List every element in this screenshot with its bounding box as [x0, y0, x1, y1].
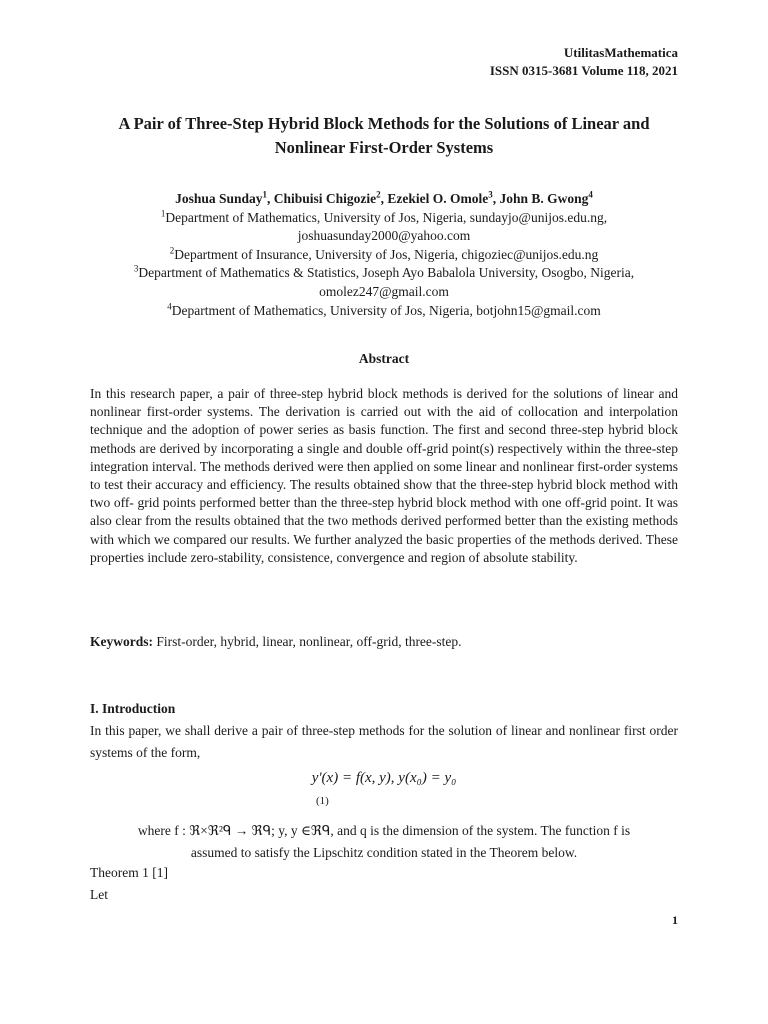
- page-number: 1: [672, 913, 678, 927]
- author-3: Ezekiel O. Omole: [387, 191, 489, 206]
- where-line-1: where f : ℜ×ℜ²ᑫ → ℜᑫ; y, y ∈ℜᑫ, and q is the dimension of the system. The function f is: [137, 823, 631, 838]
- keywords-label: Keywords:: [90, 634, 153, 649]
- issn-volume: ISSN 0315-3681 Volume 118, 2021: [489, 63, 678, 78]
- keywords: [90, 633, 678, 651]
- affiliation-1-email: joshuasunday2000@yahoo.com: [297, 228, 471, 244]
- equation-1: y'(x) = f(x, y), y(x₀) = y₀: [311, 770, 457, 786]
- section-heading-introduction: I. Introduction: [90, 701, 176, 716]
- equation-number: (1): [316, 795, 329, 807]
- affiliation-3-email: omolez247@gmail.com: [319, 283, 449, 299]
- affiliation-3: $^3$Department of Mathematics & Statistics, Joseph Ayo Babalola University, Osogbo, Nigeria,: [133, 263, 635, 281]
- journal-name: UtilitasMathematica: [563, 45, 678, 60]
- author-2: Chibuisi Chigozie: [273, 191, 377, 206]
- theorem-label: Theorem 1 [1]: [90, 865, 168, 880]
- abstract-heading: Abstract: [358, 351, 410, 366]
- author-block: [60, 190, 708, 320]
- affiliation-4: $^4$Department of Mathematics, University of Jos, Nigeria, botjohn15@gmail.com: [167, 301, 601, 318]
- author-1-sup: 1: [262, 189, 267, 200]
- author-4: John B. Gwong: [499, 191, 589, 206]
- keywords-list: First-order, hybrid, linear, nonlinear, off-grid, three-step.: [153, 634, 462, 649]
- introduction-paragraph: In this paper, we shall derive a pair of three-step methods for the solution of linear and nonlinear first order systems of the form,: [90, 723, 678, 760]
- author-3-sup: 3: [488, 189, 493, 200]
- title-line-1: A Pair of Three-Step Hybrid Block Methods for the Solutions of Linear and: [118, 114, 650, 133]
- journal-header: [490, 44, 678, 80]
- abstract-text: In this research paper, a pair of three-step hybrid block methods is derived for the solutions of linear and nonlinear first-order systems. The derivation is carried out with the aid of collocation and interpolation technique and the adoption of power series as basis function. The first and second three-step hybrid block methods are derived by incorporating a single and double off-grid point(s) respectively within the three-step integration interval. The methods derived were then applied on some linear and nonlinear first-order systems to test their accuracy and efficiency. The results obtained show that the three-step hybrid block method with two off- grid points performed better than the three-step hybrid block method with one off-grid point. It was also clear from the results obtained that the two methods derived performed better than the existing methods with which we compared our results. We further analyzed the basic properties of the methods derived. These properties include zero-stability, consistence, convergence and region of absolute stability.: [90, 386, 678, 565]
- affiliation-2: $^2$Department of Insurance, University of Jos, Nigeria, chigoziec@unijos.edu.ng: [169, 245, 599, 262]
- author-4-sup: 4: [588, 189, 593, 200]
- let-text: Let: [90, 887, 108, 902]
- title-line-2: Nonlinear First-Order Systems: [274, 138, 494, 157]
- where-line-2: assumed to satisfy the Lipschitz condition stated in the Theorem below.: [190, 845, 578, 860]
- affiliation-1: $^1$Department of Mathematics, University of Jos, Nigeria, sundayjo@unijos.edu.ng,: [160, 208, 608, 225]
- author-2-sup: 2: [376, 189, 381, 200]
- author-names: Joshua Sunday$^1$, Chibuisi Chigozie$^2$, Ezekiel O. Omole$^3$, John B. Gwong$^4$: [175, 189, 593, 206]
- theorem-block: [90, 862, 168, 906]
- where-clause: [90, 820, 678, 864]
- author-1: Joshua Sunday: [175, 191, 263, 206]
- paper-title: [90, 112, 678, 160]
